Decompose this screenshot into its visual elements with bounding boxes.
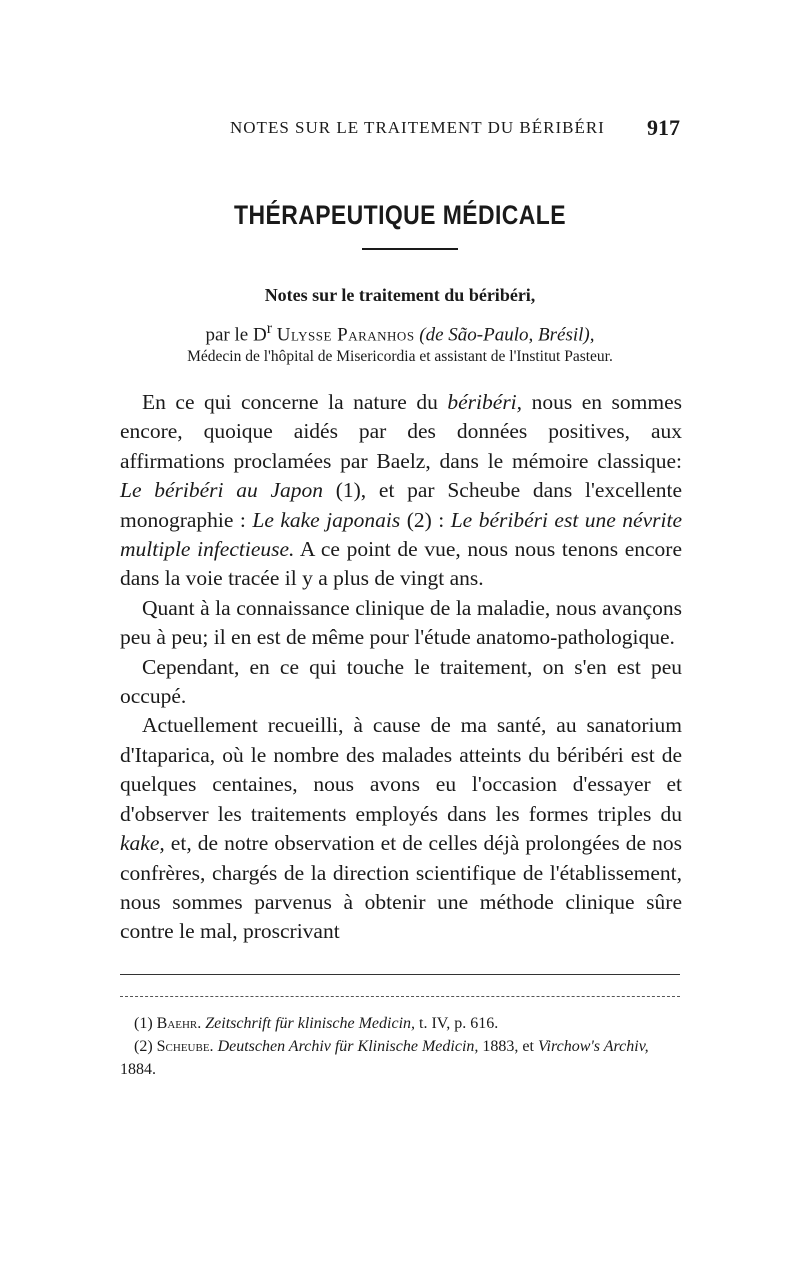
- italic-run: béribéri,: [447, 390, 523, 414]
- footnote-2: [120, 1035, 682, 1081]
- author-affiliation: Médecin de l'hôpital de Misericordia et assistant de l'Institut Pasteur.: [187, 348, 613, 365]
- footnote-text: 1884.: [120, 1061, 156, 1078]
- footnote-work: Deutschen Archiv für Klinische Medicin,: [217, 1038, 479, 1055]
- footnote-text: 1883, et: [478, 1038, 538, 1055]
- footnote-work: Virchow's Archiv,: [537, 1038, 649, 1055]
- footnote-1: [120, 1012, 682, 1035]
- text-run: et, de notre observation et de celles déjà prolongées de nos confrères, chargés de la direction scientifique de l'établissement, nous sommes parvenus à obtenir une méthode clinique sûre contre le mal, proscrivant: [120, 831, 682, 944]
- author-name: Ulysse Paranhos: [276, 324, 415, 346]
- author-location: (de São-Paulo, Brésil),: [419, 324, 595, 346]
- footnote-rule-dashed: [120, 996, 680, 997]
- footnote-number: (1): [134, 1015, 157, 1032]
- paragraph-3: Cependant, en ce qui touche le traitement, on s'en est peu occupé.: [120, 654, 682, 709]
- italic-run: Le kake japonais: [252, 507, 401, 532]
- paragraph-4: [120, 711, 682, 946]
- paragraph-1: [120, 388, 682, 594]
- text-run: nous en sommes encore, quoique aidés par des données positives, aux affirmations proclamées par Baelz, dans le mémoire classique:: [120, 390, 682, 473]
- footnote-work: Zeitschrift für klinische Medicin,: [205, 1015, 416, 1032]
- text-run: Actuellement recueilli, à cause de ma santé, au sanatorium d'Itaparica, où le nombre des malades atteints du béribéri est de quelques centaines, nous avons eu l'occasion d'essayer et d'observer les traitements employés dans les formes triples du: [120, 713, 682, 826]
- running-head-title: NOTES SUR LE TRAITEMENT DU BÉRIBÉRI: [230, 118, 605, 137]
- byline: [0, 320, 800, 346]
- footnote-author: Baehr.: [156, 1015, 202, 1032]
- byline-sup: r: [266, 320, 272, 337]
- byline-prefix: par le D: [205, 324, 267, 346]
- text-run: A ce point de vue, nous nous tenons encore dans la voie tracée il y a plus de vingt ans.: [120, 537, 682, 591]
- title-rule: [362, 248, 458, 250]
- text-run: (1), et par Scheube dans l'excellente monographie :: [120, 478, 683, 532]
- text-run: En ce qui concerne la nature du: [142, 390, 448, 414]
- article-body: [120, 388, 682, 947]
- italic-run: Le béribéri au Japon: [120, 478, 323, 503]
- italic-run: kake,: [120, 831, 165, 856]
- footnote-text: t. IV, p. 616.: [415, 1015, 499, 1032]
- italic-run: Le béribéri est une névrite multiple infectieuse.: [120, 507, 682, 562]
- page-number: 917: [647, 115, 680, 140]
- paragraph-2: Quant à la connaissance clinique de la maladie, nous avançons peu à peu; il en est de même pour l'étude anatomo-pathologique.: [120, 595, 682, 650]
- article-title: Notes sur le traitement du béribéri,: [264, 285, 536, 305]
- footnote-rule: [120, 974, 680, 975]
- section-title: THÉRAPEUTIQUE MÉDICALE: [234, 200, 566, 230]
- footnotes: [120, 1012, 682, 1081]
- footnote-author: Scheube.: [156, 1038, 214, 1055]
- text-run: (2) :: [400, 507, 451, 532]
- footnote-number: (2): [134, 1038, 157, 1055]
